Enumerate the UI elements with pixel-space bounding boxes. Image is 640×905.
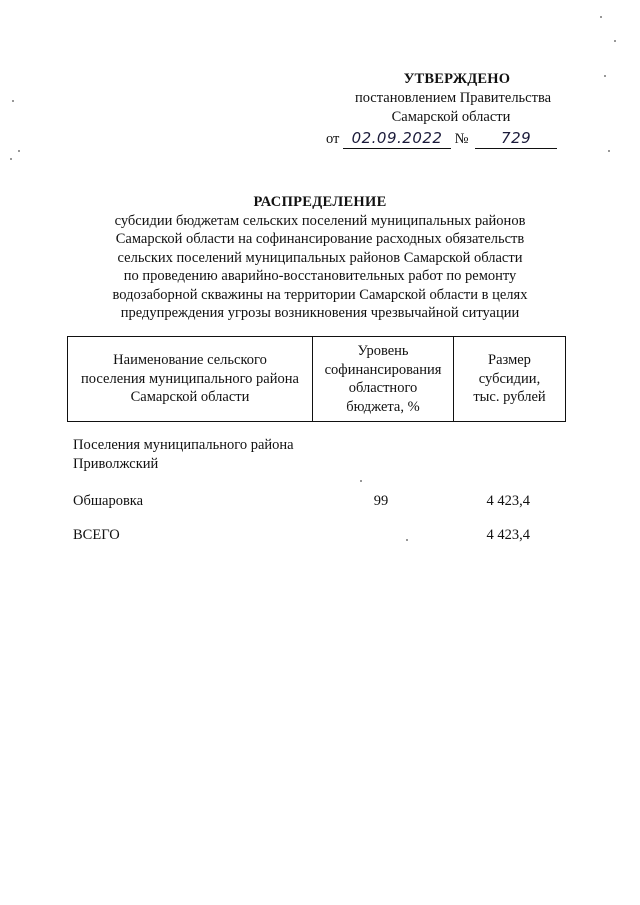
scan-speck xyxy=(12,100,14,102)
title-line: Самарской области на софинансирование расходных обязательств xyxy=(115,231,525,247)
table-row xyxy=(73,492,573,512)
handwritten-number: 729 xyxy=(475,129,557,149)
approval-date-number xyxy=(318,129,576,149)
header-text-line: поселения муниципального района xyxy=(81,370,299,387)
scan-speck xyxy=(600,16,602,18)
header-text-line: субсидии, xyxy=(478,370,541,387)
header-text-line: Наименование сельского xyxy=(113,352,267,369)
header-text-line: Размер xyxy=(488,352,531,369)
title-line: предупреждения угрозы возникновения чрезвычайной ситуации xyxy=(120,305,520,321)
distribution-table-header xyxy=(67,336,566,422)
header-settlement-name xyxy=(68,337,313,422)
handwritten-date: 02.09.2022 xyxy=(343,129,451,149)
header-text-line: тыс. рублей xyxy=(473,389,546,406)
subsidy-amount: 4 423,4 xyxy=(486,493,530,509)
scan-speck xyxy=(10,158,12,160)
settlement-name: Обшаровка xyxy=(73,493,144,509)
header-text-line: Самарской области xyxy=(130,389,250,406)
scan-speck xyxy=(614,40,616,42)
total-amount: 4 423,4 xyxy=(486,527,530,543)
title-line: сельских поселений муниципальных районов Самарской области xyxy=(117,249,523,266)
scan-speck xyxy=(604,75,606,77)
header-text-line: бюджета, % xyxy=(346,398,420,415)
approval-stamp xyxy=(318,70,576,149)
title-line: субсидии бюджетам сельских поселений муниципальных районов xyxy=(114,212,526,229)
approval-region: Самарской области xyxy=(391,109,511,125)
approved-heading: УТВЕРЖДЕНО xyxy=(403,71,511,87)
district-line: Приволжский xyxy=(73,455,159,472)
district-line: Поселения муниципального района xyxy=(73,437,294,453)
scan-speck xyxy=(608,150,610,152)
title-line: водозаборной скважины на территории Самарской области в целях xyxy=(112,286,528,303)
header-subsidy-amount xyxy=(454,337,566,422)
from-label: от xyxy=(326,131,340,147)
document-title: РАСПРЕДЕЛЕНИЕ xyxy=(253,194,387,210)
total-row xyxy=(73,526,573,546)
header-text-line: Уровень xyxy=(357,343,409,359)
approval-authority: постановлением Правительства xyxy=(354,90,552,106)
total-label: ВСЕГО xyxy=(73,527,120,543)
district-group-label xyxy=(73,436,333,473)
scan-speck xyxy=(360,480,362,482)
header-text-line: областного xyxy=(348,380,418,396)
scan-speck xyxy=(18,150,20,152)
header-cofinancing-level xyxy=(313,337,454,422)
cofinancing-level: 99 xyxy=(373,493,389,509)
number-label: № xyxy=(454,131,469,147)
document-title-block xyxy=(70,193,570,323)
scan-speck xyxy=(406,539,408,541)
title-line: по проведению аварийно-восстановительных работ по ремонту xyxy=(123,268,517,284)
header-text-line: софинансирования xyxy=(324,361,442,378)
